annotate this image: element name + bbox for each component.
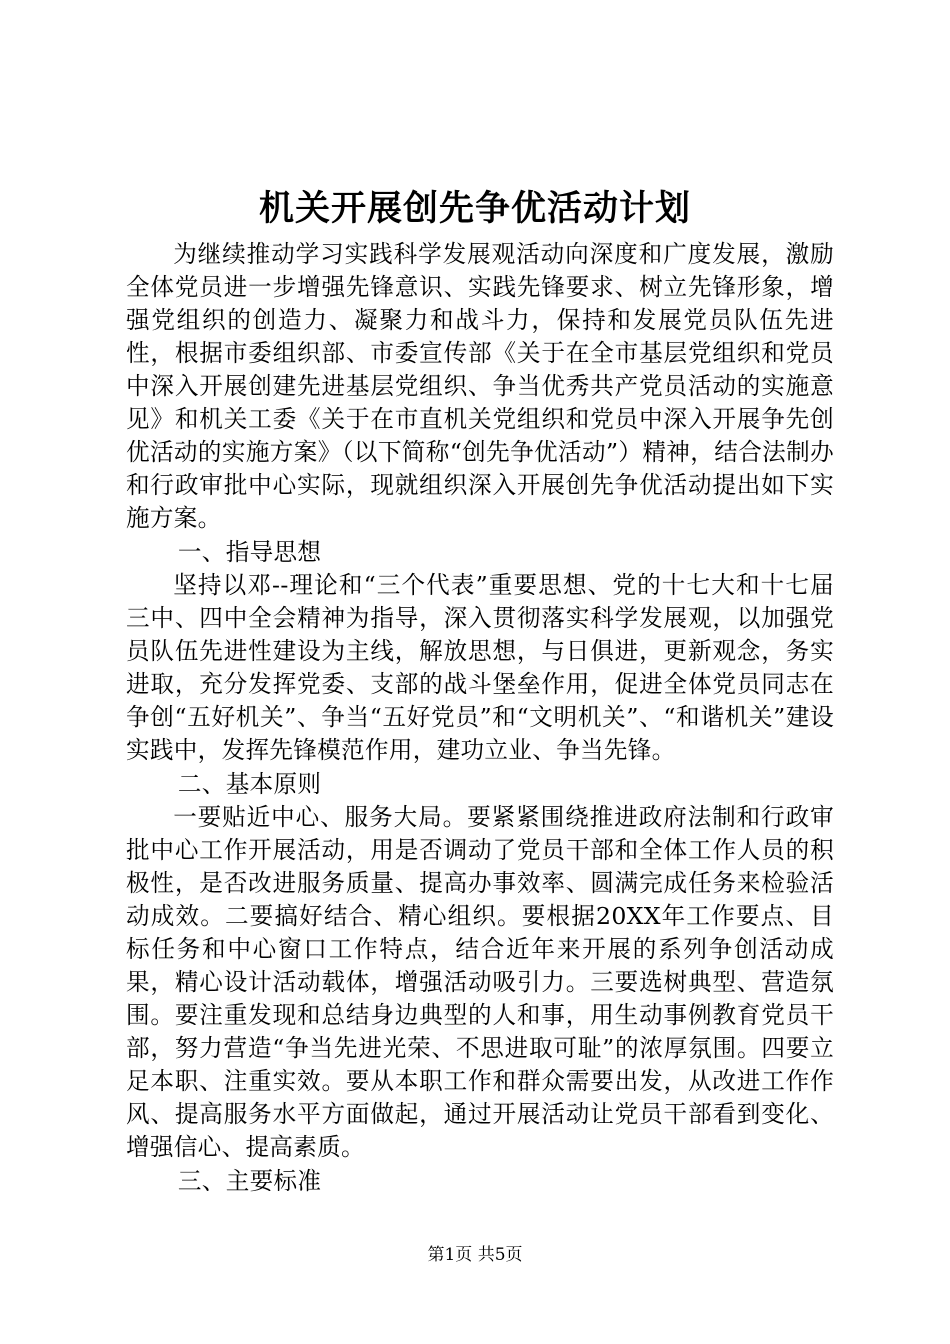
document-body [126,238,834,1198]
page-footer: 第1页 共5页 [427,1245,523,1265]
guiding-ideology-paragraph: 坚持以邓--理论和“三个代表”重要思想、党的十七大和十七届三中、四中全会精神为指导，深入贯彻落实科学发展观，以加强党员队伍先进性建设为主线，解放思想，与日俱进，更新观念，务实进取，充分发挥党委、支部的战斗堡垒作用，促进全体党员同志在争创“五好机关”、争当“五好党员”和“文明机关”、“和谐机关”建设实践中，发挥先锋模范作用，建功立业、争当先锋。 [126,571,834,764]
document-title: 机关开展创先争优活动计划 [258,188,691,229]
basic-principles-paragraph: 一要贴近中心、服务大局。要紧紧围绕推进政府法制和行政审批中心工作开展活动，用是否调动了党员干部和全体工作人员的积极性，是否改进服务质量、提高办事效率、圆满完成任务来检验活动成效。二要搞好结合、精心组织。要根据20XX年工作要点、目标任务和中心窗口工作特点，结合近年来开展的系列争创活动成果，精心设计活动载体，增强活动吸引力。三要选树典型、营造氛围。要注重发现和总结身边典型的人和事，用生动事例教育党员干部，努力营造“争当先进光荣、不思进取可耻”的浓厚氛围。四要立足本职、注重实效。要从本职工作和群众需要出发，从改进工作作风、提高服务水平方面做起，通过开展活动让党员干部看到变化、增强信心、提高素质。 [126,803,834,1161]
section-heading-basic-principles: 二、基本原则 [177,770,322,798]
section-heading-guiding-ideology: 一、指导思想 [177,538,322,566]
section-heading-main-standards: 三、主要标准 [177,1167,322,1195]
intro-paragraph: 为继续推动学习实践科学发展观活动向深度和广度发展，激励全体党员进一步增强先锋意识、实践先锋要求、树立先锋形象，增强党组织的创造力、凝聚力和战斗力，保持和发展党员队伍先进性，根据市委组织部、市委宣传部《关于在全市基层党组织和党员中深入开展创建先进基层党组织、争当优秀共产党员活动的实施意见》和机关工委《关于在市直机关党组织和党员中深入开展争先创优活动的实施方案》（以下简称“创先争优活动”）精神，结合法制办和行政审批中心实际，现就组织深入开展创先争优活动提出如下实施方案。 [126,240,834,532]
